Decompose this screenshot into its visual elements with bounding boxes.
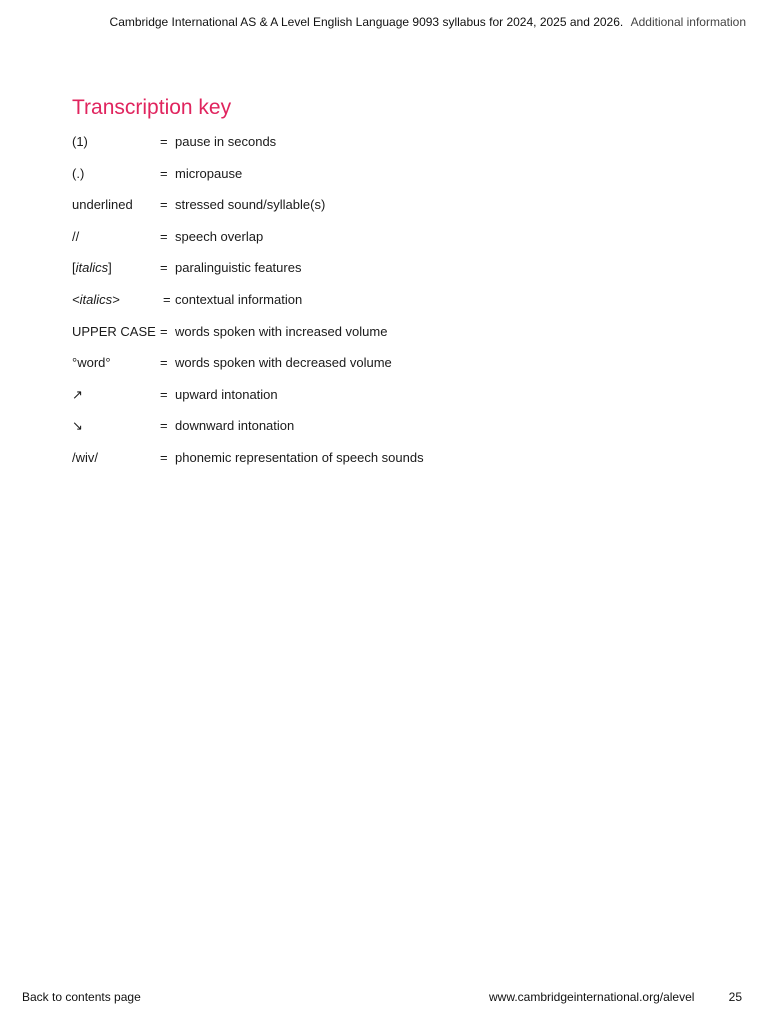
website-link[interactable]: www.cambridgeinternational.org/alevel: [489, 990, 695, 1004]
key-symbol: underlined: [72, 197, 133, 213]
equals-sign: =: [160, 386, 168, 402]
equals-sign: =: [160, 355, 168, 371]
key-row-contextual: [72, 291, 672, 323]
key-row-paralinguistic: [72, 259, 672, 291]
italic-symbol: italics: [75, 260, 109, 276]
key-symbol: (1): [72, 134, 88, 149]
equals-sign: =: [163, 291, 171, 307]
key-meaning: micropause: [175, 165, 243, 181]
key-symbol: [72, 259, 160, 277]
key-meaning: contextual information: [175, 291, 303, 307]
key-meaning: pause in seconds: [175, 134, 277, 149]
key-symbol: UPPER CASE: [72, 323, 156, 339]
key-symbol: /wiv/: [72, 449, 98, 465]
key-meaning: downward intonation: [175, 418, 295, 434]
key-meaning: words spoken with decreased volume: [175, 355, 392, 371]
key-row-overlap: [72, 228, 672, 260]
key-row-upper-case: [72, 323, 672, 355]
key-meaning: paralinguistic features: [175, 260, 302, 276]
key-row-upward-intonation: [72, 386, 672, 418]
key-meaning: stressed sound/syllable(s): [175, 197, 326, 213]
page-header: [110, 15, 746, 29]
key-row-decreased-volume: [72, 354, 672, 386]
equals-sign: =: [160, 418, 168, 434]
key-row-phonemic: [72, 449, 672, 481]
key-row-stressed: [72, 196, 672, 228]
key-symbol: <italics>: [72, 291, 120, 307]
key-meaning: upward intonation: [175, 386, 278, 402]
equals-sign: =: [160, 197, 168, 213]
key-symbol: (.): [72, 165, 85, 181]
page-title: Transcription key: [72, 96, 232, 119]
key-meaning: speech overlap: [175, 228, 264, 244]
key-row-micropause: [72, 165, 672, 197]
equals-sign: =: [160, 323, 168, 339]
key-row-downward-intonation: [72, 417, 672, 449]
upward-arrow-icon: ↗: [72, 386, 83, 402]
key-meaning: phonemic representation of speech sounds: [175, 449, 424, 465]
page-number: 25: [728, 990, 742, 1004]
transcription-key-list: [72, 133, 672, 481]
bracket-open: [: [72, 260, 76, 276]
downward-arrow-icon: ↘: [72, 418, 83, 434]
equals-sign: =: [160, 134, 168, 149]
document-title: Cambridge International AS & A Level English Language 9093 syllabus for 2024, 2025 and 2026.: [109, 15, 624, 29]
key-symbol: °word°: [72, 355, 111, 371]
section-name: Additional information: [630, 15, 746, 29]
key-meaning: words spoken with increased volume: [175, 323, 388, 339]
equals-sign: =: [160, 449, 168, 465]
equals-sign: =: [160, 260, 168, 276]
back-to-contents-link[interactable]: Back to contents page: [22, 990, 141, 1004]
key-symbol: //: [72, 228, 80, 244]
key-row-pause: [72, 133, 672, 165]
equals-sign: =: [160, 228, 168, 244]
equals-sign: =: [160, 165, 168, 181]
bracket-close: ]: [108, 260, 112, 276]
